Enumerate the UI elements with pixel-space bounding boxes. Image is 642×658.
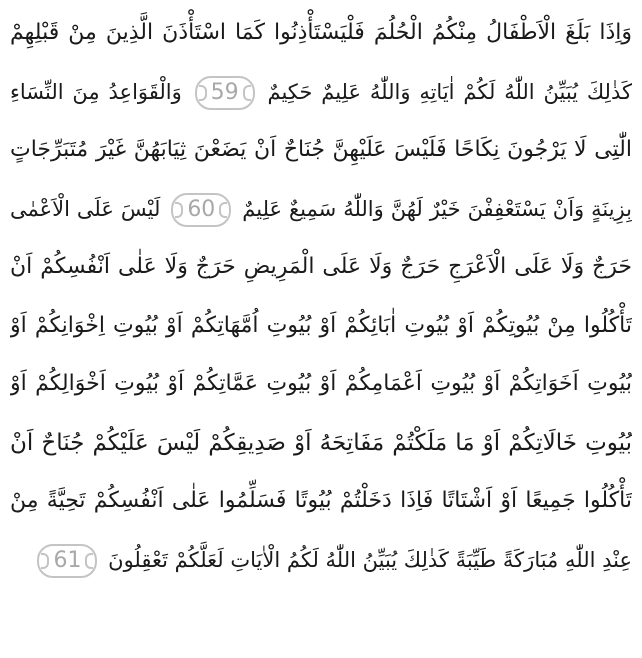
ayah-number-marker: 60	[171, 193, 231, 227]
verse-text: وَاِذَا بَلَغَ الْاَطْفَالُ مِنْكُمُ الْحُلُمَ فَلْيَسْتَأْذِنُوا كَمَا اسْتَأْذَنَ الَّذِينَ مِنْ قَبْلِهِمْ	[10, 20, 632, 45]
verse-text-continued: لَيْسَ عَلَى الْاَعْمٰى	[10, 196, 161, 221]
verse-text: بُيُوتِ اَخَوَاتِكُمْ اَوْ بُيُوتِ اَعْمَامِكُمْ اَوْ بُيُوتِ عَمَّاتِكُمْ اَوْ بُيُوتِ اَخْوَالِكُمْ اَوْ	[10, 371, 632, 396]
ayah-number-marker: 61	[37, 544, 97, 578]
verse-text: الّٰتِى لَا يَرْجُونَ نِكَاحًا فَلَيْسَ عَلَيْهِنَّ جُنَاحٌ اَنْ يَضَعْنَ ثِيَابَهُنَّ غَيْرَ مُتَبَرِّجَاتٍ	[10, 137, 632, 162]
verse-line-7	[10, 355, 632, 414]
ayah-number-marker: 59	[195, 76, 255, 110]
verse-line-2	[10, 63, 632, 122]
verse-text: عِنْدِ اللّٰهِ مُبَارَكَةً طَيِّبَةً كَذٰلِكَ يُبَيِّنُ اللّٰهُ لَكُمُ الْاٰيَاتِ لَعَلَّكُمْ تَعْقِلُونَ	[108, 547, 632, 572]
verse-line-9	[10, 472, 632, 531]
verse-text: كَذٰلِكَ يُبَيِّنُ اللّٰهُ لَكُمْ اٰيَاتِهِ وَاللّٰهُ عَلِيمٌ حَكِيمٌ	[267, 79, 632, 104]
verse-text: حَرَجٌ وَلَا عَلَى الْاَعْرَجِ حَرَجٌ وَلَا عَلَى الْمَرِيضِ حَرَجٌ وَلَا عَلٰى اَنْفُسِكُمْ اَنْ	[10, 254, 632, 279]
verse-line-8	[10, 414, 632, 473]
verse-text: تَأْكُلُوا جَمِيعًا اَوْ اَشْتَاتًا فَاِذَا دَخَلْتُمْ بُيُوتًا فَسَلِّمُوا عَلٰى اَنْفُسِكُمْ تَحِيَّةً مِنْ	[10, 488, 632, 513]
verse-text: تَأْكُلُوا مِنْ بُيُوتِكُمْ اَوْ بُيُوتِ اٰبَائِكُمْ اَوْ بُيُوتِ اُمَّهَاتِكُمْ اَوْ بُيُوتِ اِخْوَانِكُمْ اَوْ	[10, 312, 632, 338]
verse-line-3	[10, 121, 632, 180]
verse-line-1	[10, 4, 632, 63]
verse-text-continued: وَالْقَوَاعِدُ مِنَ النِّسَاءِ	[10, 79, 182, 104]
verse-text: بُيُوتِ خَالَاتِكُمْ اَوْ مَا مَلَكْتُمْ مَفَاتِحَهُ اَوْ صَدِيقِكُمْ لَيْسَ عَلَيْكُمْ جُنَاحٌ اَنْ	[10, 429, 632, 456]
verse-line-6	[10, 297, 632, 356]
verse-line-5	[10, 238, 632, 297]
verse-line-4	[10, 180, 632, 239]
verse-text: بِزِينَةٍ وَاَنْ يَسْتَعْفِفْنَ خَيْرٌ لَهُنَّ وَاللّٰهُ سَمِيعٌ عَلِيمٌ	[242, 196, 632, 221]
verse-line-10	[10, 531, 632, 590]
